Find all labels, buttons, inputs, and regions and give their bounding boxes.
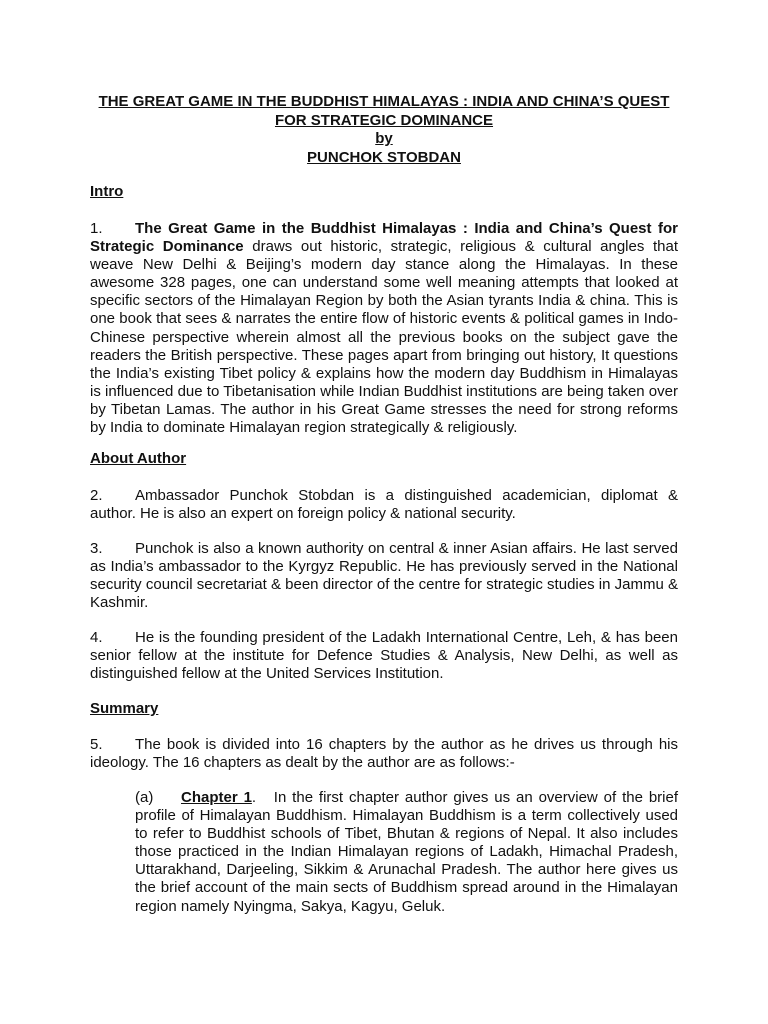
paragraph-3 xyxy=(90,540,678,612)
paragraph-text: He is the founding president of the Ladakh International Centre, Leh, & has been senior fellow at the institute for Defence Studies & Analysis, New Delhi, as well as distinguished fellow at the United Services Institution. xyxy=(90,629,678,683)
chapter-heading: Chapter 1 xyxy=(181,789,252,806)
section-heading-about-author: About Author xyxy=(90,450,187,467)
paragraph-text: The book is divided into 16 chapters by the author as he drives us through his ideology. The 16 chapters as dealt by the author are as follows:- xyxy=(90,736,678,772)
paragraph-text: Punchok is also a known authority on central & inner Asian affairs. He last served as India’s ambassador to the Kyrgyz Republic. He has previously served in the National security council secretariat & been director of the centre for strategic studies in Jammu & Kashmir. xyxy=(90,540,678,612)
paragraph-text: draws out historic, strategic, religious & cultural angles that weave New Delhi & Beijing’s modern day stance along the Himalayas. In these awesome 328 pages, one can understand some well meaning attempts that looked at specific sectors of the Himalayan Region by both the Asian tyrants India & china. This is one book that sees & narrates the entire flow of historic events & political games in Indo-Chinese perspective wherein almost all the previous books on the subject gave the readers the British perspective. These pages apart from bringing out history, It questions the India’s existing Tibet policy & explains how the modern day Buddhism in Himalayas is influenced due to Tibetanisation while Indian Buddhist institutions are being taken over by Tibetan Lamas. The author in his Great Game stresses the need for strong reforms by India to dominate Himalayan region strategically & religiously. xyxy=(90,238,678,437)
paragraph-4 xyxy=(90,629,678,683)
paragraph-number: 3. xyxy=(90,540,103,557)
title-author: PUNCHOK STOBDAN xyxy=(307,148,461,166)
paragraph-number: 5. xyxy=(90,736,103,753)
section-heading-intro: Intro xyxy=(90,183,124,200)
document-title xyxy=(40,93,728,167)
paragraph-number: 4. xyxy=(90,629,103,646)
chapter-heading-dot: . xyxy=(251,789,257,806)
section-heading-summary: Summary xyxy=(90,700,159,717)
subparagraph-5a xyxy=(135,789,683,916)
paragraph-text: Ambassador Punchok Stobdan is a distinguished academician, diplomat & author. He is also an expert on foreign policy & national security. xyxy=(90,487,678,523)
title-by: by xyxy=(375,130,393,147)
paragraph-2 xyxy=(90,487,678,523)
subparagraph-label: (a) xyxy=(135,789,154,806)
paragraph-1 xyxy=(90,220,678,437)
paragraph-5 xyxy=(90,736,678,772)
title-line-2: FOR STRATEGIC DOMINANCE xyxy=(274,111,494,129)
subparagraph-text: In the first chapter author gives us an overview of the brief profile of Himalayan Buddhism. Himalayan Buddhism is a term collectively used to refer to Buddhist schools of Tibet, Bhutan & regions of Nepal. It also includes those practiced in the Indian Himalayan regions of Ladakh, Himachal Pradesh, Uttarakhand, Darjeeling, Sikkim & Arunachal Pradesh. The author here gives us the brief account of the main sects of Buddhism spread around in the Himalayan region namely Nyingma, Sakya, Kagyu, Geluk. xyxy=(135,789,683,915)
paragraph-number: 2. xyxy=(90,487,103,504)
paragraph-number: 1. xyxy=(90,220,103,237)
book-title-inline: The Great Game in the Buddhist Himalayas : India and China’s Quest for Strategic Dominance xyxy=(90,220,678,256)
title-line-1: THE GREAT GAME IN THE BUDDHIST HIMALAYAS : INDIA AND CHINA’S QUEST xyxy=(98,93,670,110)
